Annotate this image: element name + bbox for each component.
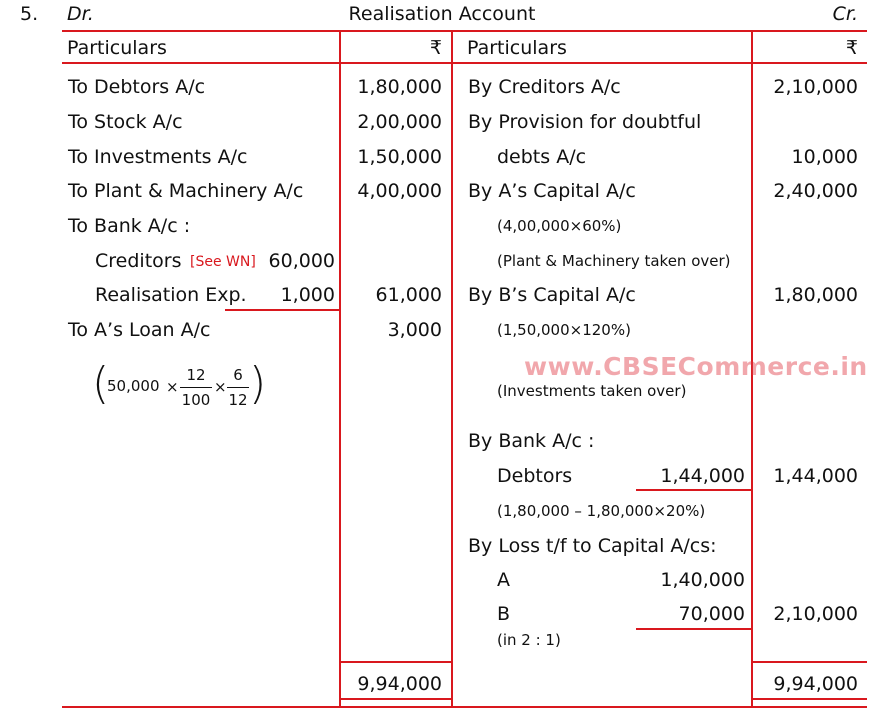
see-wn-note: [See WN] (190, 254, 256, 270)
credit-a-capital-note: (Plant & Machinery taken over) (497, 252, 731, 270)
table-top-rule (62, 30, 867, 32)
credit-loss-subtotal-rule (636, 628, 751, 630)
formula-right-paren: ) (249, 358, 267, 409)
credit-b-capital-amount: 1,80,000 (773, 284, 858, 306)
fraction-1-numerator: 12 (186, 366, 206, 384)
credit-bank-amount: 1,44,000 (773, 465, 858, 487)
credit-creditors-amount: 2,10,000 (773, 76, 858, 98)
credit-b-capital-label: By B’s Capital A/c (468, 284, 636, 306)
question-number: 5. (20, 3, 39, 25)
debit-bank-label: To Bank A/c : (68, 215, 191, 237)
debit-stock-amount: 2,00,000 (357, 111, 442, 133)
credit-creditors-label: By Creditors A/c (468, 76, 621, 98)
credit-loss-ratio: (in 2 : 1) (497, 631, 561, 649)
account-title: Realisation Account (348, 3, 536, 25)
debit-loan-label: To A’s Loan A/c (68, 319, 211, 341)
debit-loan-amount: 3,000 (387, 319, 442, 341)
formula-times-1: × (166, 378, 179, 396)
debit-creditors-amount: 60,000 (268, 250, 335, 272)
debit-total-top-rule (339, 661, 452, 663)
divider-center (451, 30, 453, 706)
debit-stock-label: To Stock A/c (68, 111, 183, 133)
table-bottom-rule (62, 706, 867, 708)
credit-bank-calc: (1,80,000 – 1,80,000×20%) (497, 502, 706, 520)
credit-provision-label-cont: debts A/c (497, 146, 587, 168)
credit-b-capital-calc: (1,50,000×120%) (497, 321, 631, 339)
credit-loss-a-amount: 1,40,000 (660, 569, 745, 591)
formula-base: 50,000 (107, 377, 160, 395)
debit-realisation-exp-amount: 1,000 (280, 284, 335, 306)
credit-provision-amount: 10,000 (791, 146, 858, 168)
credit-rupee-heading: ₹ (845, 37, 858, 59)
credit-b-capital-note: (Investments taken over) (497, 382, 687, 400)
fraction-1-bar (180, 387, 212, 388)
fraction-2-bar (227, 387, 249, 388)
debit-rupee-heading: ₹ (429, 37, 442, 59)
credit-loss-b-label: B (497, 603, 511, 625)
debit-total-amount: 9,94,000 (357, 673, 442, 695)
debit-investments-amount: 1,50,000 (357, 146, 442, 168)
debit-debtors-amount: 1,80,000 (357, 76, 442, 98)
credit-total-bottom-rule (751, 698, 867, 700)
credit-bank-debtors-amount: 1,44,000 (660, 465, 745, 487)
debit-investments-label: To Investments A/c (68, 146, 248, 168)
dr-label: Dr. (67, 3, 94, 25)
cr-label: Cr. (832, 3, 858, 25)
formula-left-paren: ( (92, 358, 110, 409)
formula-fraction-2 (227, 366, 249, 409)
formula-fraction-1 (180, 366, 212, 409)
credit-loss-a-label: A (497, 569, 510, 591)
credit-bank-debtors-label: Debtors (497, 465, 573, 487)
credit-bank-subtotal-rule (636, 489, 751, 491)
credit-particulars-heading: Particulars (467, 37, 567, 59)
credit-a-capital-amount: 2,40,000 (773, 180, 858, 202)
debit-debtors-label: To Debtors A/c (68, 76, 206, 98)
credit-a-capital-label: By A’s Capital A/c (468, 180, 636, 202)
debit-total-bottom-rule (339, 698, 452, 700)
fraction-1-denominator: 100 (181, 391, 211, 409)
credit-loss-label: By Loss t/f to Capital A/cs: (468, 535, 717, 557)
fraction-2-denominator: 12 (228, 391, 248, 409)
debit-bank-subtotal-rule (225, 309, 339, 311)
credit-bank-label: By Bank A/c : (468, 430, 595, 452)
credit-loss-amount: 2,10,000 (773, 603, 858, 625)
debit-bank-amount: 61,000 (375, 284, 442, 306)
formula-times-2: × (214, 378, 227, 396)
credit-a-capital-calc: (4,00,000×60%) (497, 217, 622, 235)
debit-creditors-label: Creditors (95, 250, 182, 272)
fraction-2-numerator: 6 (233, 366, 243, 384)
watermark: www.CBSECommerce.in (524, 352, 868, 381)
debit-plant-amount: 4,00,000 (357, 180, 442, 202)
credit-total-amount: 9,94,000 (773, 673, 858, 695)
credit-provision-label: By Provision for doubtful (468, 111, 702, 133)
header-bottom-rule (62, 62, 867, 64)
credit-loss-b-amount: 70,000 (678, 603, 745, 625)
divider-debit-amount (339, 30, 341, 706)
debit-particulars-heading: Particulars (67, 37, 167, 59)
debit-plant-label: To Plant & Machinery A/c (68, 180, 304, 202)
credit-total-top-rule (751, 661, 867, 663)
debit-realisation-exp-label: Realisation Exp. (95, 284, 247, 306)
